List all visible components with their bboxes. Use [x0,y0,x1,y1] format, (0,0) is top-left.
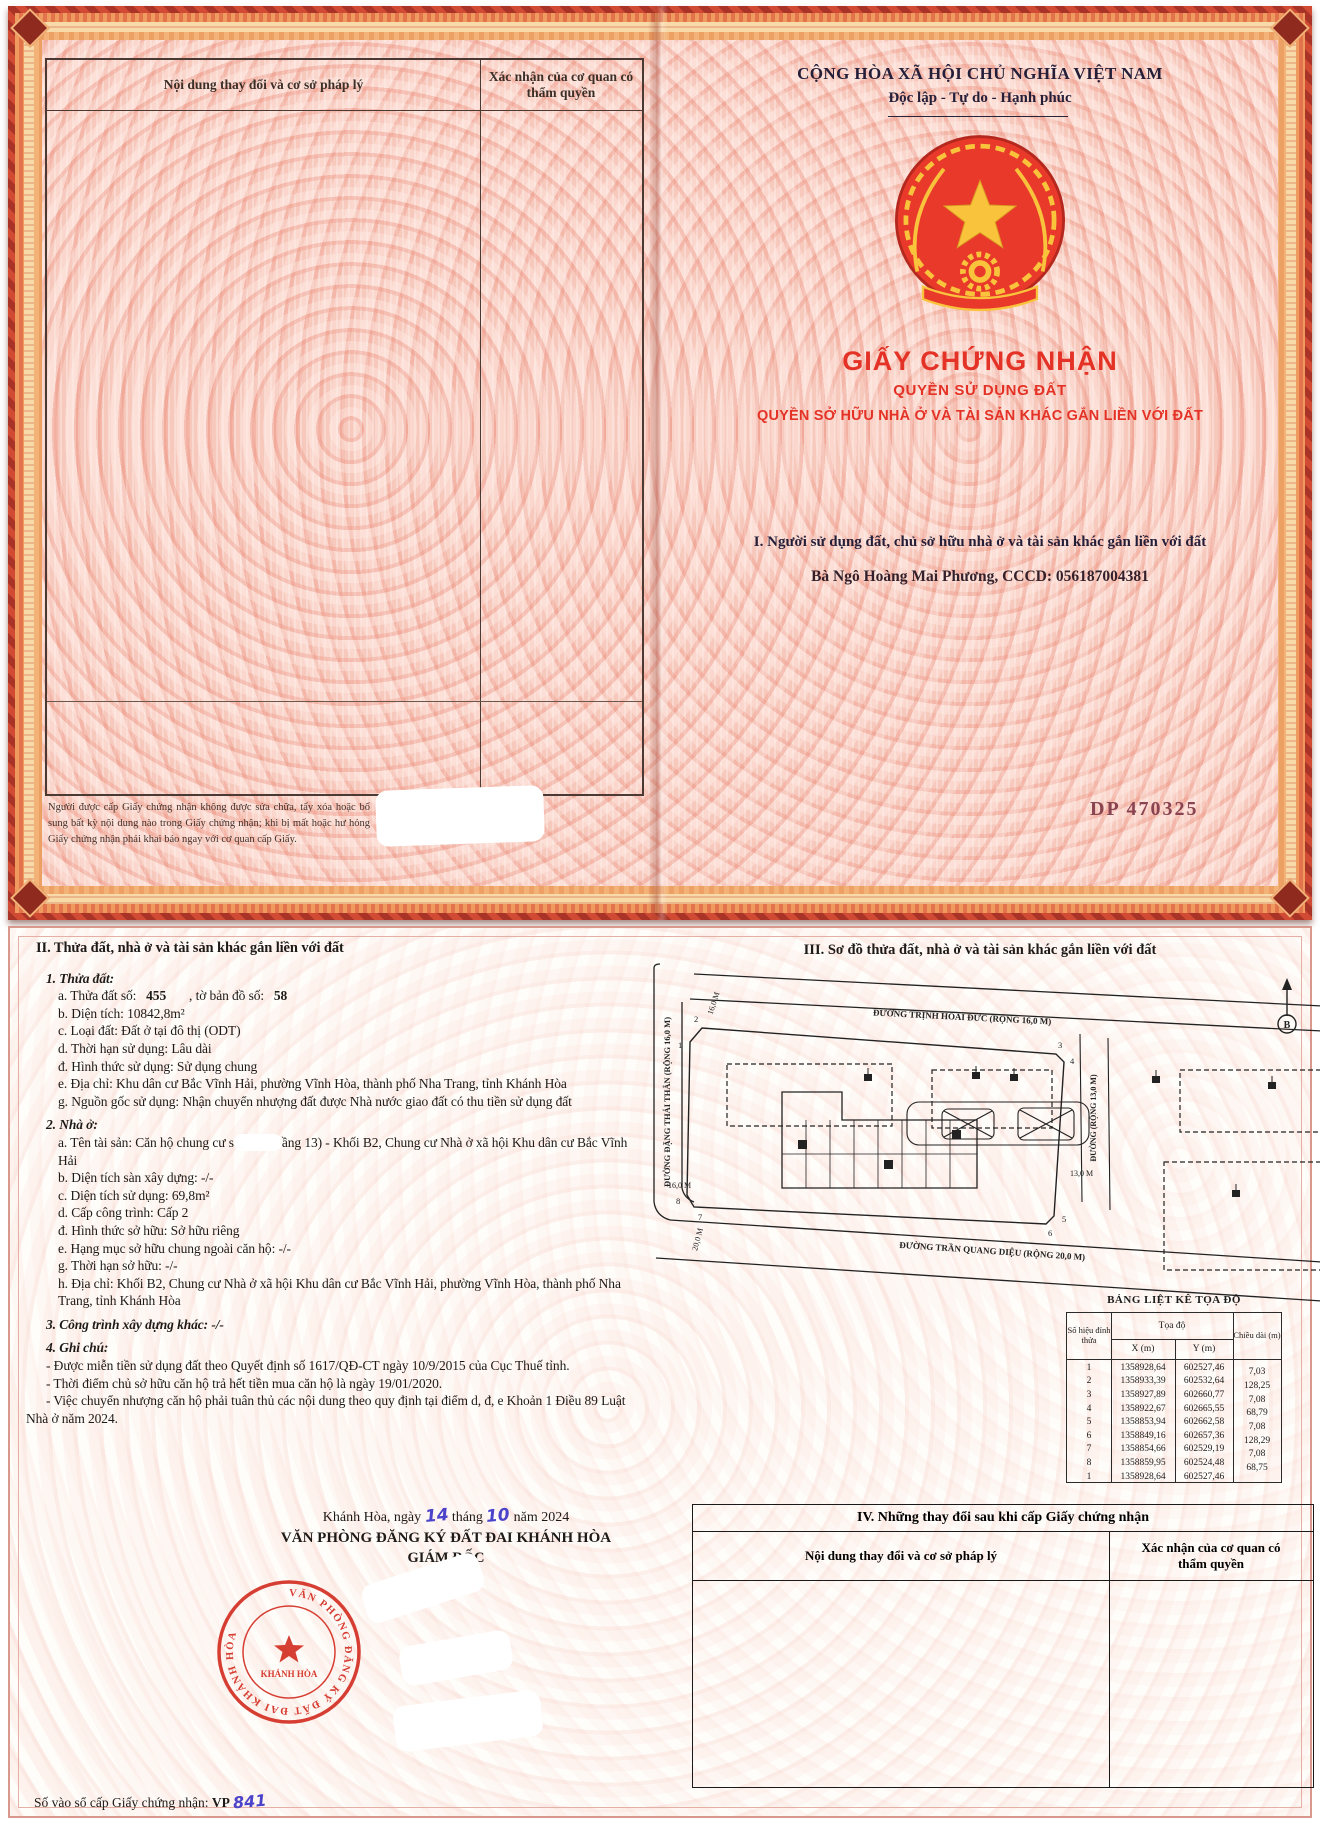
notes-heading: 4. Ghi chú: [46,1340,109,1356]
house-item-h: h. Địa chỉ: Khối B2, Chung cư Nhà ở xã hội Khu dân cư Bắc Vĩnh Hải, phường Vĩnh Hòa, thành phố Nha Trang, tỉnh Khánh Hòa [58,1275,621,1309]
coordinate-table [1066,1294,1282,1483]
house-item-b: b. Diện tích sàn xây dựng: -/- [58,1170,214,1186]
stamp-center-text: KHÁNH HÒA [260,1669,318,1679]
house-item-g: g. Thời hạn sở hữu: -/- [58,1258,178,1274]
street-top-label: ĐƯỜNG TRỊNH HOÀI ĐỨC (RỘNG 16,0 M) [872,1007,1052,1027]
issuing-office: VĂN PHÒNG ĐĂNG KÝ ĐẤT ĐAI KHÁNH HÒA [280,1530,612,1546]
inline-redaction [234,1134,282,1151]
parcel-number: 455 [146,988,167,1004]
note-3: - Việc chuyển nhượng căn hộ phải tuân thủ các nội dung theo quy định tại điểm d, đ, e Khoản 1 Điều 89 Luật Nhà ở năm 2024. [26,1393,626,1426]
parcel-item-g: g. Nguồn gốc sử dụng: Nhận chuyển nhượng đất được Nhà nước giao đất có thu tiền sử dụng đất [58,1093,572,1109]
edge-length: 128,25 [1243,1381,1271,1391]
national-header: CỘNG HÒA XÃ HỘI CHỦ NGHĨA VIỆT NAM [797,64,1163,83]
other-works: 3. Công trình xây dựng khác: -/- [46,1316,224,1332]
coord-row: 7 1358854,66 602529,19 [1086,1444,1225,1455]
redaction-box [375,785,545,847]
stamp-ring-text: VĂN PHÒNG ĐĂNG KÝ ĐẤT ĐAI KHÁNH HÒA [224,1587,354,1717]
inner-page [8,926,1312,1818]
note-1: - Được miễn tiền sử dụng đất theo Quyết định số 1617/QĐ-CT ngày 10/9/2015 của Cục Thuế tỉnh. [46,1358,570,1374]
dim-bottom: 20,0 M [690,1227,705,1252]
changes-table [45,58,644,796]
coord-row: 3 1358927,89 602660,77 [1086,1389,1225,1400]
street-left-label: ĐƯỜNG ĐẶNG THÁI THÂN (RỘNG 16,0 M) [662,1016,672,1188]
coord-row: 8 1358859,95 602524,48 [1086,1457,1225,1468]
certificate-title: GIẤY CHỨNG NHẬN [842,346,1118,376]
coord-row: 1 1358928,64 602527,46 [1086,1471,1225,1482]
parcel-item-d: d. Thời hạn sử dụng: Lâu dài [58,1040,212,1056]
section1-heading: I. Người sử dụng đất, chủ sở hữu nhà ở và tài sản khác gắn liền với đất [753,534,1207,550]
cover-footnote: Người được cấp Giấy chứng nhận không được sửa chữa, tẩy xóa hoặc bổ sung bất kỳ nội dung nào trong Giấy chứng nhận; khi bị mất hoặc hư hỏng Giấy chứng nhận phải khai báo ngay với cơ quan cấp Giấy. [48,802,370,845]
changes-col1-header: Nội dung thay đổi và cơ sở pháp lý [163,77,364,92]
handwritten-month: 10 [485,1505,511,1527]
section3-heading: III. Sơ đồ thửa đất, nhà ở và tài sản khác gắn liền với đất [803,942,1157,958]
map-sheet-number: 58 [273,988,288,1004]
coord-row: 1 1358928,64 602527,46 [1086,1362,1225,1373]
vertex-8: 8 [676,1196,681,1206]
registration-line: Số vào sổ cấp Giấy chứng nhận: VP 841 [34,1790,268,1813]
issue-block [190,1506,702,1567]
coordinate-table-grid [1066,1312,1282,1483]
edge-length: 7,08 [1248,1422,1266,1432]
handwritten-registration-number: 841 [232,1790,268,1813]
vertex-5: 5 [1062,1214,1067,1224]
parcel-item-dd: đ. Hình thức sử dụng: Sử dụng chung [58,1058,258,1074]
section2-heading: II. Thửa đất, nhà ở và tài sản khác gắn liền với đất [36,940,344,956]
section4-col1-header: Nội dung thay đổi và cơ sở pháp lý [804,1548,998,1563]
svg-text:B: B [1283,1020,1291,1031]
edge-length: 68,75 [1246,1463,1268,1473]
section4-column-divider [1109,1531,1110,1787]
building-dashed-b [932,1070,1052,1128]
street-right-label: ĐƯỜNG (RỘNG 13,0 M) [1089,1074,1098,1162]
section4-header-row [693,1532,1313,1581]
house-item-e: e. Hạng mục sở hữu chung ngoài căn hộ: -/- [58,1240,291,1256]
dim-top: 16,0 M [705,990,722,1016]
parcel-item-c: c. Loại đất: Đất ở tại đô thị (ODT) [58,1023,241,1039]
house-heading: 2. Nhà ở: [46,1117,98,1133]
registration-code: VP [211,1795,230,1810]
section4-table [692,1504,1314,1788]
vertex-7: 7 [698,1212,703,1222]
coord-row: 4 1358922,67 602665,55 [1086,1403,1225,1414]
edge-length: 7,08 [1248,1395,1266,1405]
structure-x-2 [1018,1108,1074,1140]
certificate-subtitle-1: QUYỀN SỬ DỤNG ĐẤT [893,382,1067,399]
dim-right: 13,0 M [1070,1169,1094,1178]
edge-length: 68,79 [1246,1408,1268,1418]
parcel-heading: 1. Thửa đất: [46,970,115,986]
vertex-2: 2 [694,1014,699,1024]
note-2: - Thời điểm chủ sở hữu căn hộ trả hết tiền mua căn hộ là ngày 19/01/2020. [46,1375,443,1391]
center-fold [648,6,668,920]
changes-table-rule [47,701,642,702]
building-dashed-c [1180,1070,1320,1132]
section2-block [26,940,628,1427]
signature-redaction [392,1689,545,1753]
changes-col2-header: Xác nhận của cơ quan có thẩm quyền [488,69,634,100]
street-bottom-label: ĐƯỜNG TRẦN QUANG DIỆU (RỘNG 20,0 M) [898,1239,1086,1263]
dim-left: 16,0 M [668,1181,692,1190]
serial-number: DP 470325 [1090,798,1199,820]
motto-underline [888,116,1068,117]
signature-redaction [397,1629,514,1688]
parcel-item-a: a. Thửa đất số: 455 , tờ bản đồ số: 58 [58,988,288,1004]
col-vertex-header: Số hiệu đỉnh thửa [1067,1325,1111,1345]
coordinate-table-title: BẢNG LIỆT KÊ TỌA ĐỘ [1107,1294,1241,1306]
coord-row: 5 1358853,94 602662,58 [1086,1417,1225,1428]
vietnam-national-emblem-icon [885,128,1075,320]
coordinate-rows [1067,1361,1233,1483]
vertex-4: 4 [1070,1056,1075,1066]
parcel-item-b: b. Diện tích: 10842,8m² [58,1005,185,1021]
handwritten-day: 14 [423,1505,450,1527]
changes-table-column-divider [480,60,481,794]
cover-spread [8,6,1312,920]
edge-length: 128,29 [1243,1436,1271,1446]
owner-name: Bà Ngô Hoàng Mai Phương, CCCD: 056187004381 [811,568,1149,585]
signer-position: GIÁM ĐỐC [407,1550,485,1566]
col-y-header: Y (m) [1192,1343,1216,1354]
col-length-header: Chiều dài (m) [1233,1330,1281,1341]
house-item-dd: đ. Hình thức sở hữu: Sở hữu riêng [58,1222,240,1238]
north-arrow-icon [1278,978,1296,1033]
official-stamp [214,1577,364,1727]
edge-length: 7,03 [1248,1367,1266,1377]
section4-col2-header: Xác nhận của cơ quan có thẩm quyền [1141,1540,1281,1571]
building-dashed-a [727,1064,892,1126]
house-item-a: a. Tên tài sản: Căn hộ chung cư s ầng 13) - Khối B2, Chung cư Nhà ở xã hội Khu dân cư Bắc Vĩnh Hải [58,1134,628,1168]
edge-length: 7,08 [1248,1449,1266,1459]
parcel-map [632,962,1320,1302]
vertex-6: 6 [1048,1228,1053,1238]
vertex-3: 3 [1058,1040,1063,1050]
parcel-item-e: e. Địa chỉ: Khu dân cư Bắc Vĩnh Hải, phường Vĩnh Hòa, thành phố Nha Trang, tỉnh Khánh Hòa [58,1076,567,1092]
section4-heading: IV. Những thay đổi sau khi cấp Giấy chứng nhận [693,1505,1313,1532]
national-motto: Độc lập - Tự do - Hạnh phúc [888,90,1072,106]
coord-row: 6 1358849,16 602657,36 [1086,1430,1225,1441]
house-item-c: c. Diện tích sử dụng: 69,8m² [58,1187,210,1203]
block-b2-footprint [782,1092,977,1188]
issue-date-line: Khánh Hòa, ngày 14 tháng 10 năm 2024 [322,1505,570,1527]
house-item-d: d. Cấp công trình: Cấp 2 [58,1205,189,1221]
coord-row: 2 1358933,39 602532,64 [1086,1376,1225,1387]
col-coord-header: Tọa độ [1158,1320,1186,1331]
vertex-1: 1 [678,1040,683,1050]
col-x-header: X (m) [1131,1343,1155,1354]
certificate-subtitle-2: QUYỀN SỞ HỮU NHÀ Ở VÀ TÀI SẢN KHÁC GẮN LIỀN VỚI ĐẤT [756,408,1204,424]
